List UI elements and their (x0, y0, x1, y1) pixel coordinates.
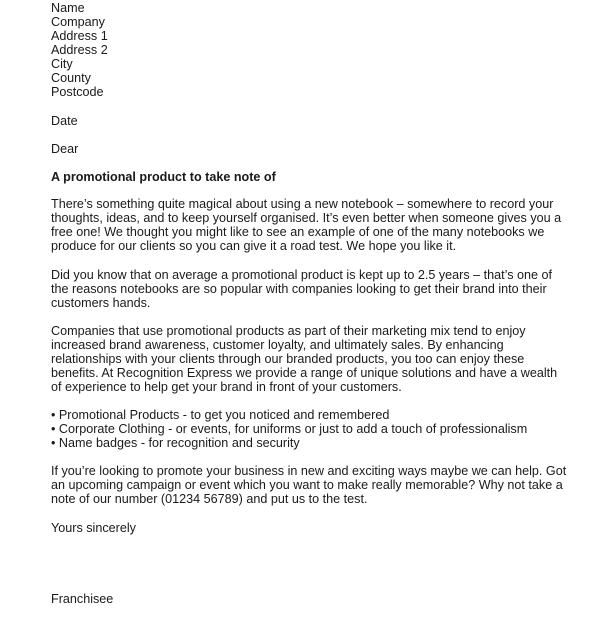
recipient-address-2: Address 2 (51, 43, 108, 57)
paragraph-intro (51, 197, 561, 253)
recipient-city: City (51, 57, 73, 71)
paragraph-line: free one! We thought you might like to see an example of one of the many notebooks we (51, 225, 545, 239)
paragraph-line: There’s something quite magical about using a new notebook – somewhere to record your (51, 197, 554, 211)
paragraph-statistic (51, 268, 552, 310)
paragraph-line: benefits. At Recognition Express we provide a range of unique solutions and have a wealth (51, 366, 558, 380)
paragraph-line: the reasons notebooks are so popular with companies looking to get their brand into their (51, 282, 547, 296)
paragraph-line: customers hands. (51, 296, 151, 310)
paragraph-line: relationships with your clients through our branded products, you too can enjoy these (51, 352, 525, 366)
paragraph-benefits (51, 324, 557, 394)
bullet-item: • Promotional Products - to get you noticed and remembered (51, 408, 390, 422)
services-bullet-list (51, 408, 527, 450)
recipient-postcode: Postcode (51, 85, 104, 99)
signature: Franchisee (51, 592, 114, 606)
recipient-county: County (51, 71, 91, 85)
paragraph-line: an upcoming campaign or event which you want to make really memorable? Why not take a (51, 478, 563, 492)
paragraph-line: Companies that use promotional products as part of their marketing mix tend to enjoy (51, 324, 526, 338)
bullet-item: • Corporate Clothing - or events, for uniforms or just to add a touch of professionalism (51, 422, 528, 436)
paragraph-line: thoughts, ideas, and to keep yourself organised. It’s even better when someone gives you a (51, 211, 562, 225)
paragraph-line: increased brand awareness, customer loyalty, and ultimately sales. By enhancing (51, 338, 504, 352)
closing: Yours sincerely (51, 521, 136, 535)
paragraph-line: produce for our clients so you can give it a road test. We hope you like it. (51, 239, 457, 253)
recipient-name: Name (51, 1, 85, 15)
recipient-company: Company (51, 15, 105, 29)
recipient-address-1: Address 1 (51, 29, 108, 43)
salutation: Dear (51, 142, 79, 156)
letter-heading: A promotional product to take note of (51, 170, 276, 184)
paragraph-line: note of our number (01234 56789) and put us to the test. (51, 492, 368, 506)
paragraph-line: Did you know that on average a promotional product is kept up to 2.5 years – that’s one of (51, 268, 553, 282)
letter-date: Date (51, 114, 78, 128)
bullet-item: • Name badges - for recognition and security (51, 436, 300, 450)
paragraph-line: If you’re looking to promote your business in new and exciting ways maybe we can help. Got (51, 464, 567, 478)
paragraph-line: of experience to help get your brand in front of your customers. (51, 380, 402, 394)
paragraph-call-to-action (51, 464, 566, 506)
